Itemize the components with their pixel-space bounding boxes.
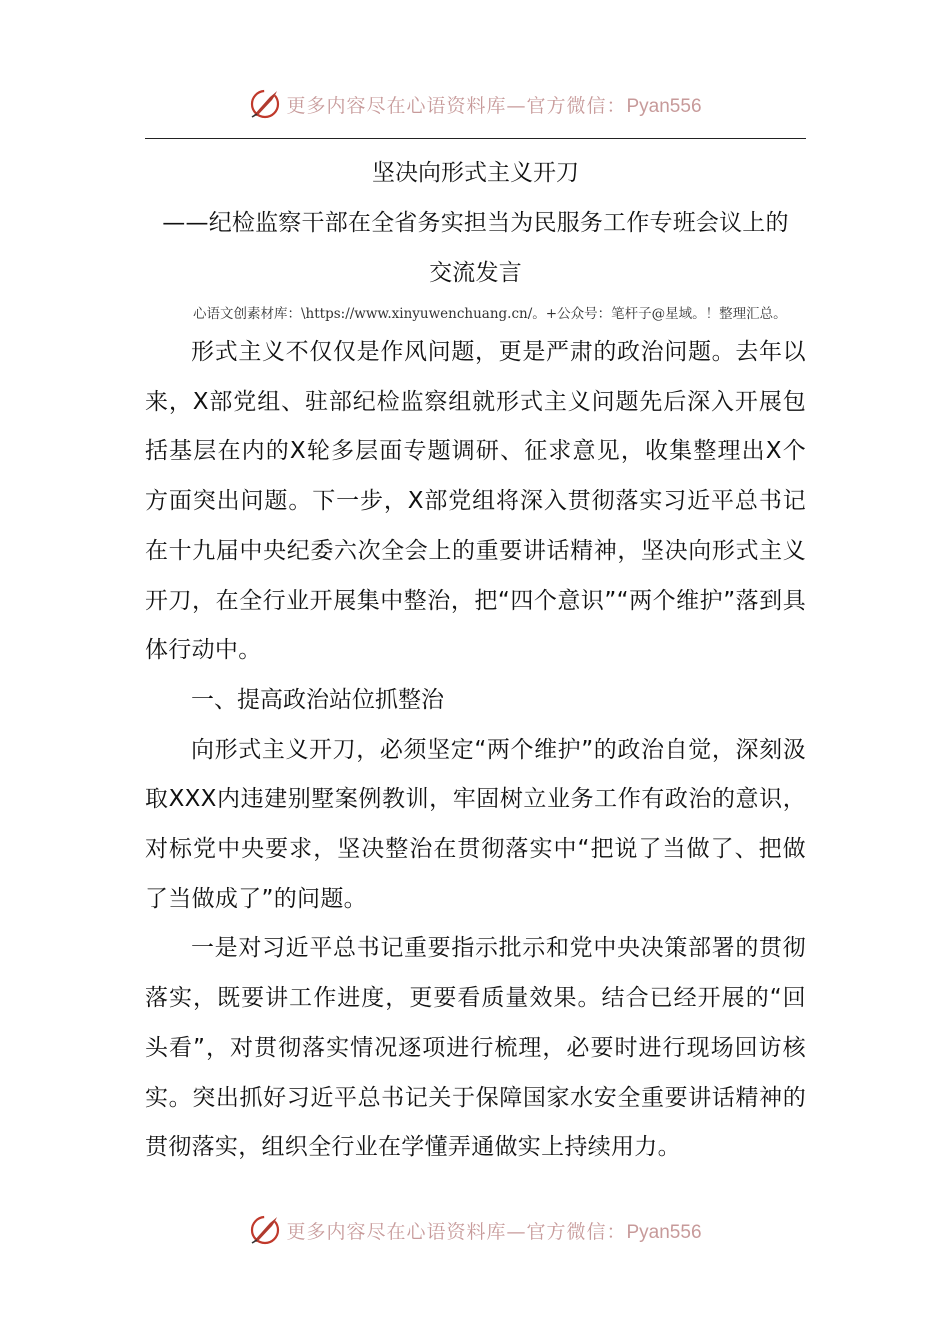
- paragraph-2: 向形式主义开刀，必须坚定“两个维护”的政治自觉，深刻汲取XXX内违建别墅案例教训，牢固树立业务工作有政治的意识，对标党中央要求，坚决整治在贯彻落实中“把说了当做了、把做了当做成了”的问题。: [145, 736, 806, 912]
- quill-pen-circle-icon: [248, 1213, 282, 1247]
- header-banner: [0, 84, 950, 124]
- section-heading-1: 一、提高政治站位抓整治: [191, 686, 444, 713]
- document-subtitle-line1: ——纪检监察干部在全省务实担当为民服务工作专班会议上的: [162, 210, 789, 236]
- document-title: 坚决向形式主义开刀: [372, 160, 579, 186]
- document-subtitle-line2: 交流发言: [429, 260, 522, 286]
- paragraph-3: 一是对习近平总书记重要指示批示和党中央决策部署的贯彻落实，既要讲工作进度，更要看质量效果。结合已经开展的“回头看”，对贯彻落实情况逐项进行梳理，必要时进行现场回访核实。突出抓好习近平总书记关于保障国家水安全重要讲话精神的贯彻落实，组织全行业在学懂弄通做实上持续用力。: [145, 935, 806, 1161]
- banner-text: 更多内容尽在心语资料库—官方微信：Pyan556: [286, 1220, 702, 1243]
- paragraph-intro: 形式主义不仅仅是作风问题，更是严肃的政治问题。去年以来，X部党组、驻部纪检监察组就形式主义问题先后深入开展包括基层在内的X轮多层面专题调研、征求意见，收集整理出X个方面突出问题。下一步，X部党组将深入贯彻落实习近平总书记在十九届中央纪委六次全会上的重要讲话精神，坚决向形式主义开刀，在全行业开展集中整治，把“四个意识”“两个维护”落到具体行动中。: [145, 339, 806, 664]
- document-body: [145, 148, 806, 1173]
- footer-banner: [0, 1210, 950, 1250]
- banner-text: 更多内容尽在心语资料库—官方微信：Pyan556: [286, 94, 702, 117]
- wechat-id: Pyan556: [626, 1221, 702, 1243]
- source-note: 心语文创素材库：\https://www.xinyuwenchuang.cn/。+公众号：笔杆子@星域。！整理汇总。: [193, 306, 787, 322]
- header-rule: [145, 138, 806, 139]
- wechat-id: Pyan556: [626, 95, 702, 117]
- quill-pen-circle-icon: [248, 87, 282, 121]
